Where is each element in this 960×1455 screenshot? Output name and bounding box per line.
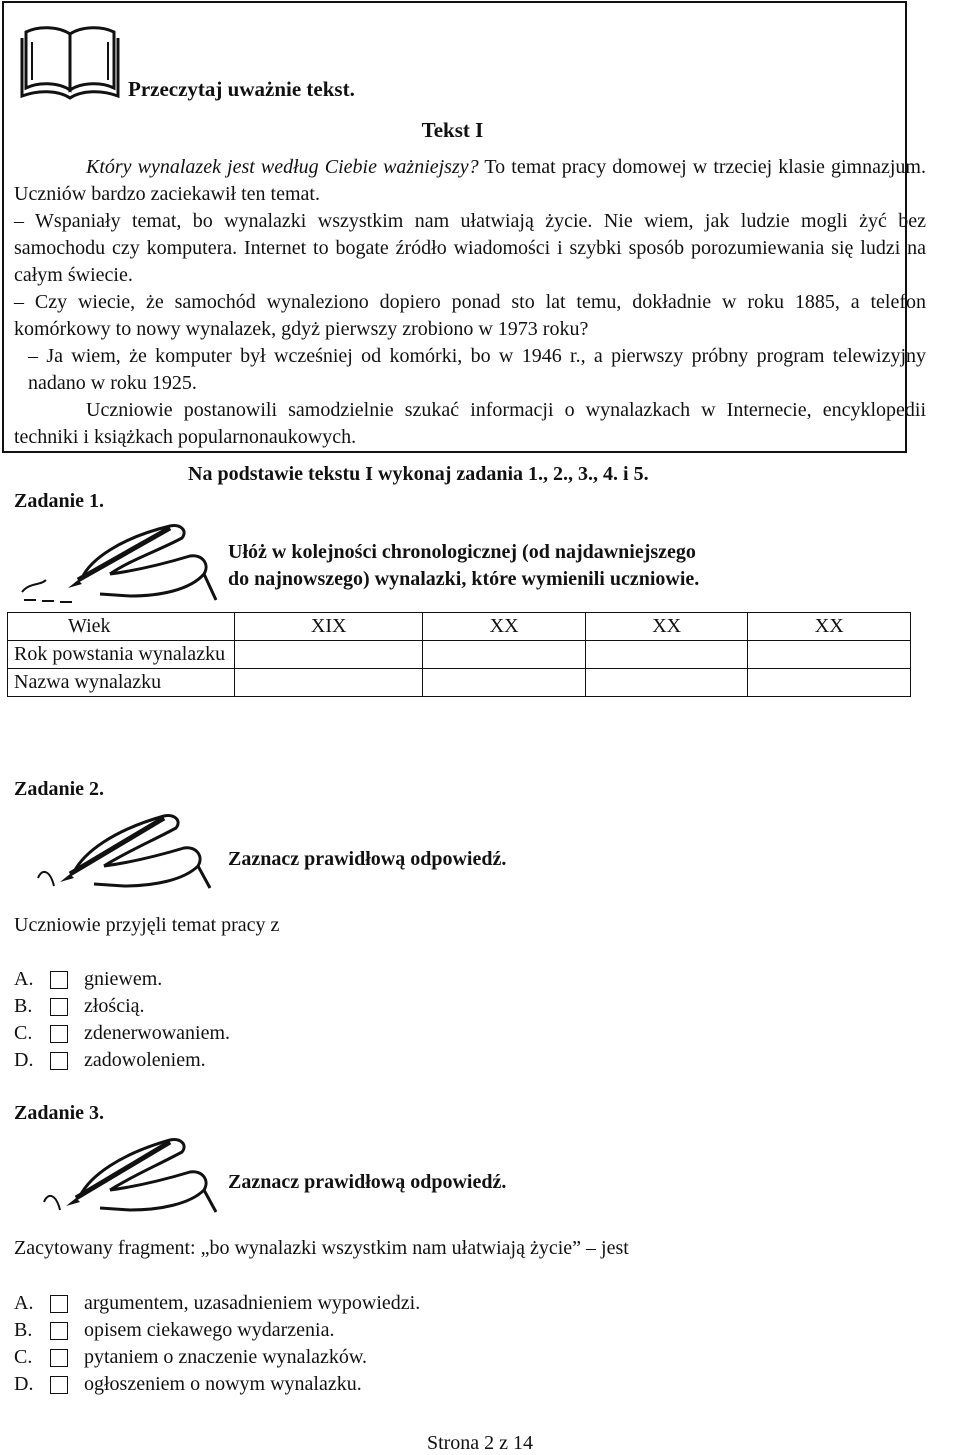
answer-cell[interactable]	[235, 641, 423, 669]
table-header-cell: XX	[585, 613, 748, 641]
table-header-cell: XX	[423, 613, 586, 641]
chronology-table	[7, 612, 911, 697]
table-header-row	[8, 613, 911, 641]
answer-checkbox[interactable]	[50, 1376, 68, 1394]
task-2-heading: Zadanie 2.	[14, 778, 105, 800]
answer-cell[interactable]	[748, 641, 911, 669]
option-letter: B.	[14, 995, 33, 1017]
option-letter: A.	[14, 968, 34, 990]
option-letter: A.	[14, 1292, 34, 1314]
option-letter: B.	[14, 1319, 33, 1341]
option-letter: C.	[14, 1022, 33, 1044]
table-header-cell: XX	[748, 613, 911, 641]
task-1-instruction	[228, 539, 699, 593]
answer-checkbox[interactable]	[50, 1052, 68, 1070]
answer-checkbox[interactable]	[50, 971, 68, 989]
answer-checkbox[interactable]	[50, 1322, 68, 1340]
option-letter: D.	[14, 1049, 34, 1071]
task-2-instruction: Zaznacz prawidłową odpowiedź.	[228, 848, 507, 870]
option-item	[14, 993, 230, 1020]
text-title: Tekst I	[421, 118, 484, 142]
passage-paragraph-1	[14, 154, 926, 208]
reading-passage	[14, 154, 926, 451]
table-row	[8, 669, 911, 697]
answer-checkbox[interactable]	[50, 1295, 68, 1313]
option-item	[14, 1290, 420, 1317]
table-header-cell: Wiek	[8, 613, 235, 641]
writing-hand-icon	[40, 1132, 220, 1214]
option-item	[14, 1317, 420, 1344]
task-1-instruction-line-1: Ułóż w kolejności chronologicznej (od najdawniejszego	[228, 541, 696, 563]
option-text: argumentem, uzasadnieniem wypowiedzi.	[84, 1292, 421, 1314]
passage-paragraph-1-rest: To temat pracy domowej w trzeciej klasie gimnazjum. Uczniów bardzo zaciekawił ten temat.	[14, 156, 926, 205]
task-1-instruction-line-2: do najnowszego) wynalazki, które wymienili uczniowie.	[228, 568, 700, 590]
task-1-heading: Zadanie 1.	[14, 490, 105, 512]
task-2-options	[14, 966, 230, 1074]
option-text: zadowoleniem.	[84, 1049, 206, 1071]
row-label-year: Rok powstania wynalazku	[8, 641, 235, 669]
option-item	[14, 1371, 420, 1398]
task-3-instruction: Zaznacz prawidłową odpowiedź.	[228, 1171, 507, 1193]
row-label-name: Nazwa wynalazku	[8, 669, 235, 697]
answer-checkbox[interactable]	[50, 1025, 68, 1043]
answer-cell[interactable]	[585, 669, 748, 697]
option-text: gniewem.	[84, 968, 163, 990]
passage-question: Który wynalazek jest według Ciebie ważniejszy?	[86, 156, 479, 178]
answer-checkbox[interactable]	[50, 998, 68, 1016]
option-text: ogłoszeniem o nowym wynalazku.	[84, 1373, 362, 1395]
open-book-icon	[20, 22, 120, 102]
answer-cell[interactable]	[423, 669, 586, 697]
answer-cell[interactable]	[235, 669, 423, 697]
option-text: pytaniem o znaczenie wynalazków.	[84, 1346, 368, 1368]
page-number: Strona 2 z 14	[426, 1432, 534, 1454]
answer-checkbox[interactable]	[50, 1349, 68, 1367]
passage-paragraph-2: – Wspaniały temat, bo wynalazki wszystkim nam ułatwiają życie. Nie wiem, jak ludzie mogli żyć bez samochodu czy komputera. Internet to bogate źródło wiadomości i szybki sposób porozumiewania się ludzi na całym świecie.	[14, 210, 926, 286]
passage-paragraph-5: Uczniowie postanowili samodzielnie szukać informacji o wynalazkach w Internecie, encyklopedii techniki i książkach popularnonaukowych.	[14, 399, 926, 448]
passage-paragraph-4: – Ja wiem, że komputer był wcześniej od komórki, bo w 1946 r., a pierwszy próbny program telewizyjny nadano w roku 1925.	[28, 345, 926, 394]
option-text: opisem ciekawego wydarzenia.	[84, 1319, 335, 1341]
writing-hand-icon	[20, 520, 220, 604]
task-3-options	[14, 1290, 420, 1398]
table-row	[8, 641, 911, 669]
read-instruction: Przeczytaj uważnie tekst.	[128, 77, 355, 101]
option-item	[14, 1047, 230, 1074]
option-item	[14, 1020, 230, 1047]
option-letter: D.	[14, 1373, 34, 1395]
passage-paragraph-3: – Czy wiecie, że samochód wynaleziono dopiero ponad sto lat temu, dokładnie w roku 1885, a telefon komórkowy to nowy wynalazek, gdyż pierwszy zrobiono w 1973 roku?	[14, 291, 926, 340]
table-header-cell: XIX	[235, 613, 423, 641]
task-3-question: Zacytowany fragment: „bo wynalazki wszystkim nam ułatwiają życie” – jest	[14, 1237, 629, 1259]
answer-cell[interactable]	[423, 641, 586, 669]
task-3-heading: Zadanie 3.	[14, 1102, 105, 1124]
option-text: złością.	[84, 995, 145, 1017]
option-letter: C.	[14, 1346, 33, 1368]
option-item	[14, 1344, 420, 1371]
option-item	[14, 966, 230, 993]
task-2-question: Uczniowie przyjęli temat pracy z	[14, 914, 280, 936]
task-intro: Na podstawie tekstu I wykonaj zadania 1., 2., 3., 4. i 5.	[188, 463, 649, 485]
writing-hand-icon	[34, 808, 214, 890]
option-text: zdenerwowaniem.	[84, 1022, 231, 1044]
answer-cell[interactable]	[585, 641, 748, 669]
answer-cell[interactable]	[748, 669, 911, 697]
